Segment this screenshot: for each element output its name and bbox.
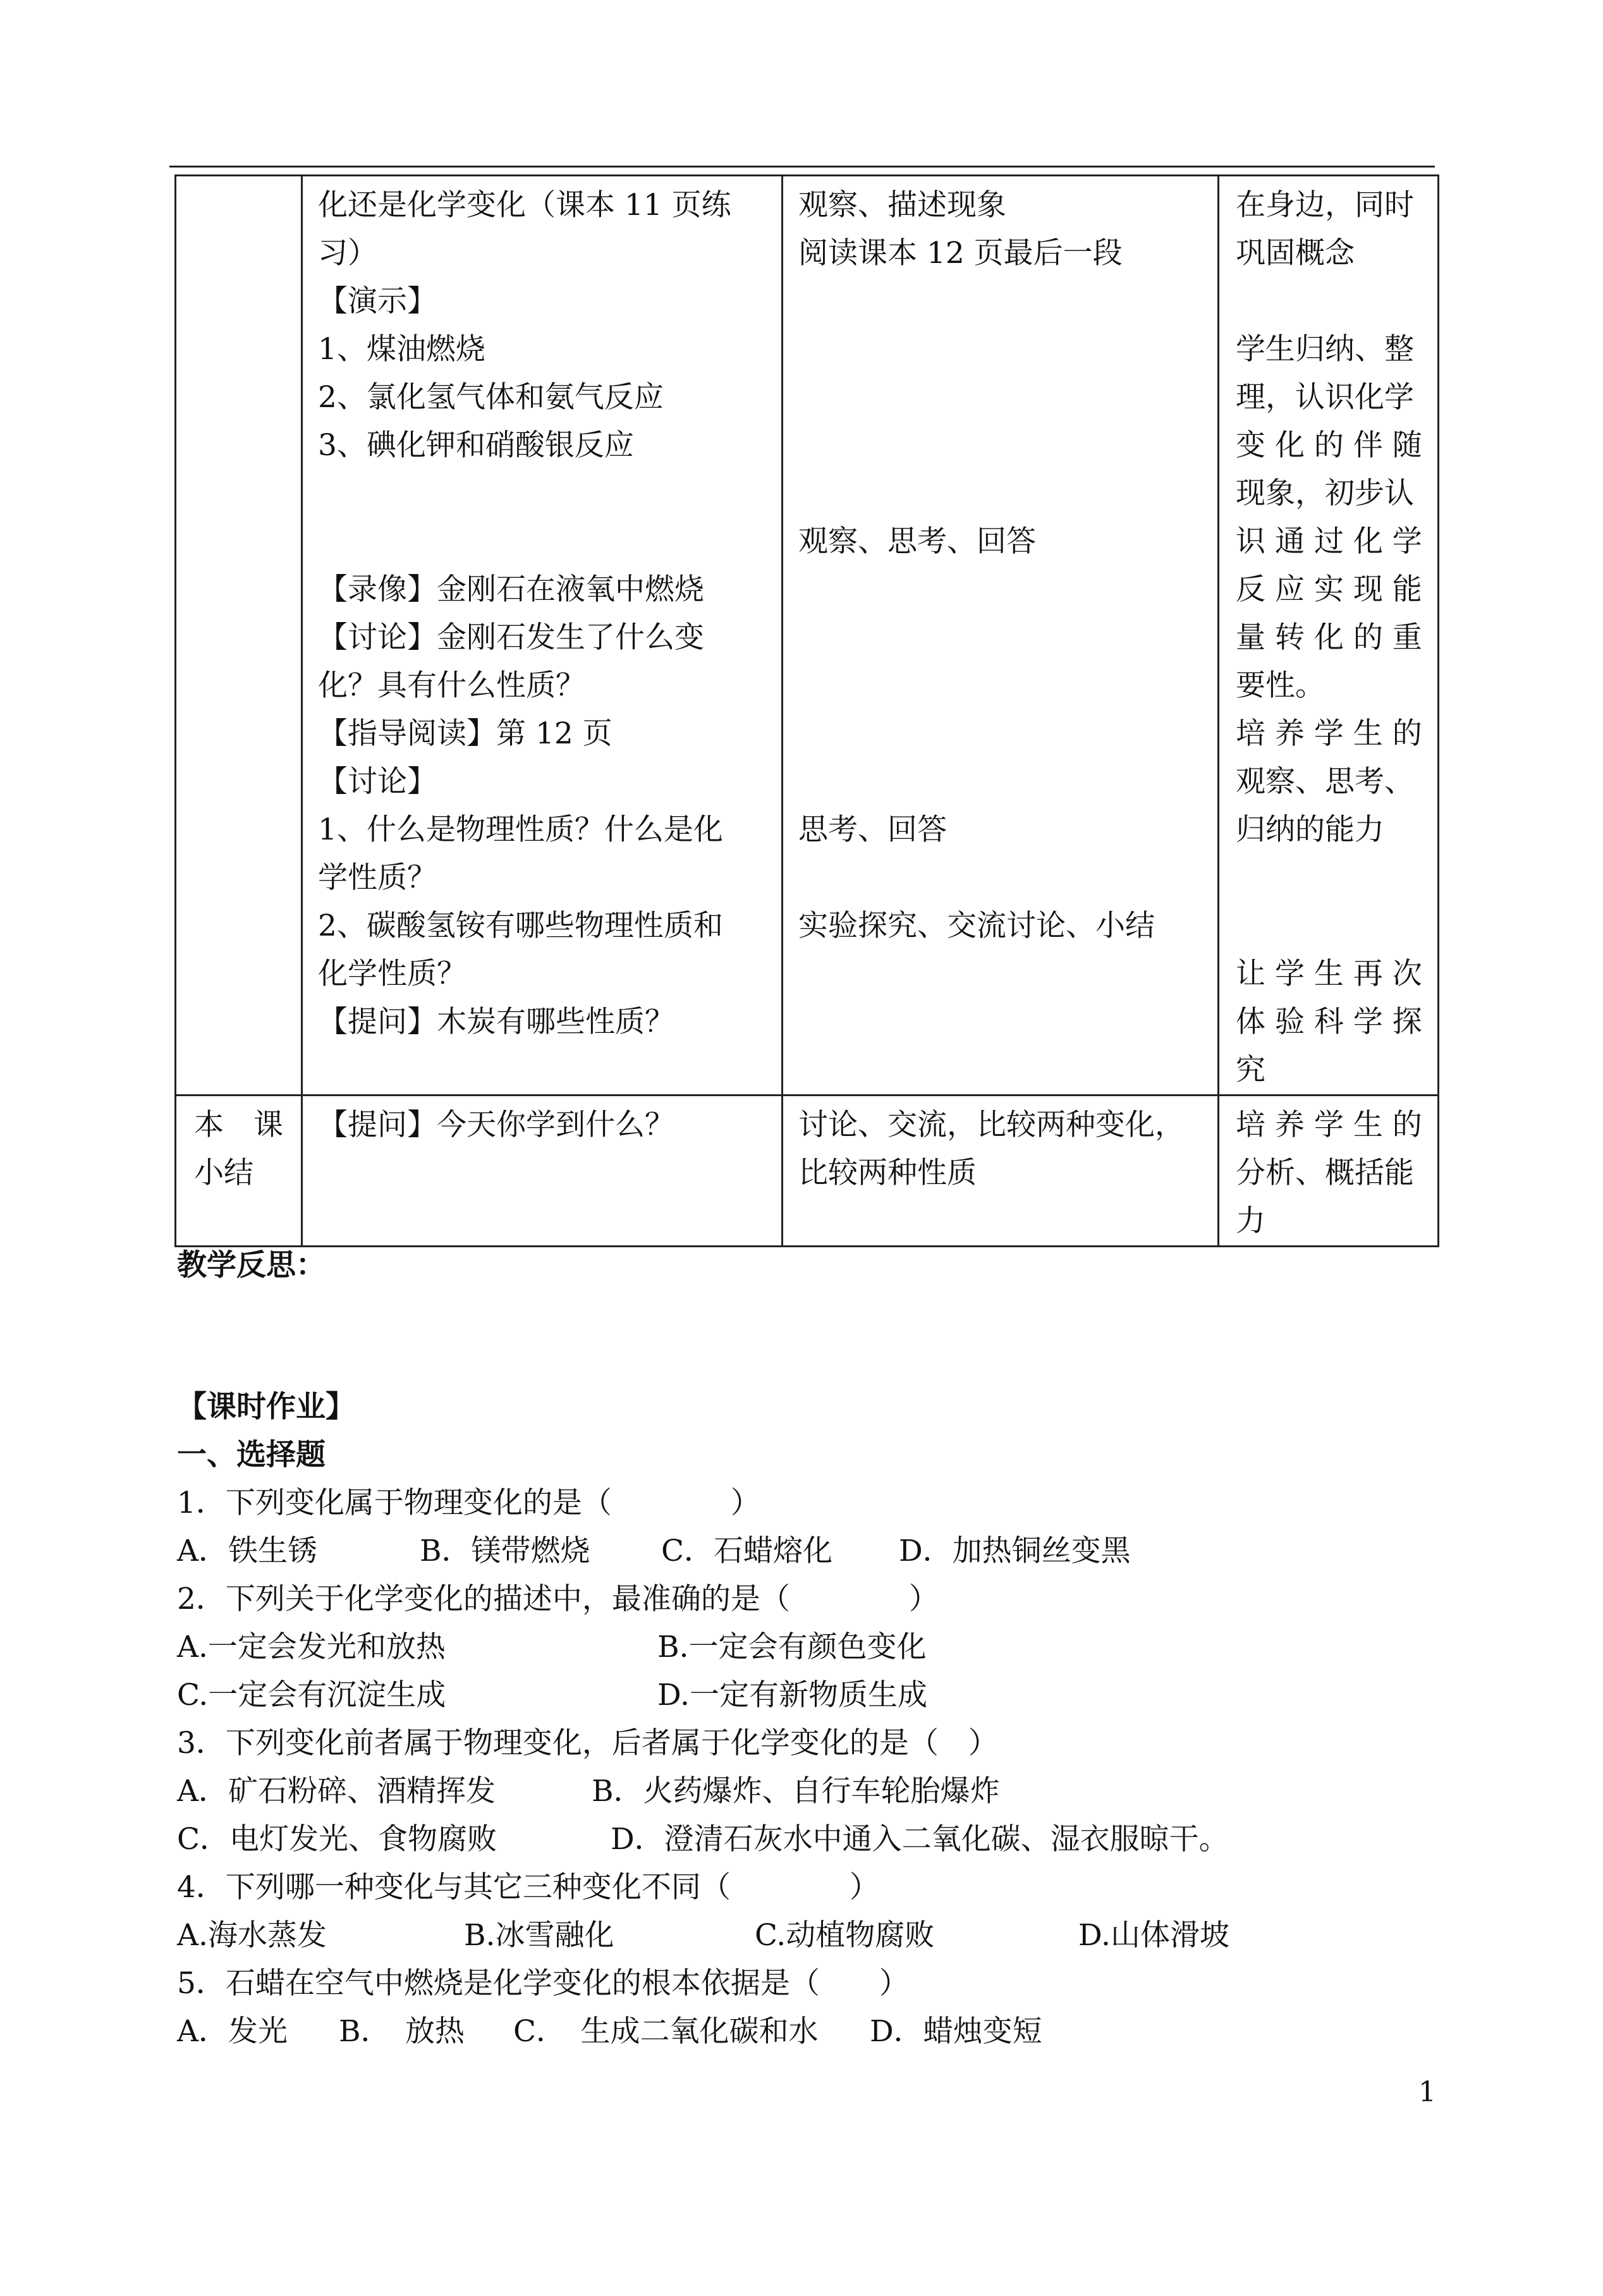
cell-line: 观察、描述现象	[798, 188, 1006, 223]
option-d: D.一定有新物质生成	[657, 1678, 927, 1713]
question-4-options	[177, 1912, 1229, 1960]
question-2-options-row2	[177, 1671, 998, 1719]
question-1-stem: 1．下列变化属于物理变化的是（ ）	[177, 1486, 760, 1520]
table-cell-student-activity	[783, 1096, 1219, 1247]
cell-line: 实验探究、交流讨论、小结	[798, 908, 1155, 943]
cell-line: 【讨论】金刚石发生了什么变	[318, 620, 704, 655]
table-row	[176, 176, 1439, 1096]
question-3-stem: 3．下列变化前者属于物理变化，后者属于化学变化的是（ ）	[177, 1726, 998, 1761]
question-3-options-row2	[177, 1816, 1229, 1864]
cell-line: 观察、思考、回答	[798, 524, 1036, 559]
cell-line	[318, 518, 781, 566]
option-b: B． 放热	[339, 2014, 465, 2049]
cell-line: 讨论、交流，比较两种变化，	[798, 1108, 1185, 1142]
table-cell-student-activity	[783, 176, 1219, 1096]
option-d: D．蜡烛变短	[870, 2014, 1042, 2049]
table-cell-teacher-activity	[302, 176, 783, 1096]
homework-title: 【课时作业】	[177, 1389, 355, 1424]
cell-line: 理，认识化学	[1236, 380, 1414, 415]
cell-line	[798, 374, 1217, 422]
cell-line: 在身边，同时	[1236, 188, 1414, 223]
cell-line	[318, 470, 781, 518]
cell-line: 巩固概念	[1236, 236, 1355, 271]
cell-line: 归纳的能力	[1236, 812, 1384, 847]
table-cell-design-intent	[1219, 1096, 1439, 1247]
cell-line: 【提问】今天你学到什么？	[318, 1108, 674, 1142]
option-a: A．发光	[177, 2014, 288, 2049]
table-cell-design-intent	[1219, 176, 1439, 1096]
teaching-reflection-label: 教学反思：	[177, 1248, 326, 1283]
cell-line: 培 养 学 生 的	[1236, 1108, 1422, 1142]
cell-line	[798, 278, 1217, 326]
header-rule	[169, 166, 1435, 168]
cell-line: 量 转 化 的 重	[1236, 620, 1422, 655]
option-c: C.动植物腐败	[755, 1918, 935, 1953]
cell-line: 化还是化学变化（课本 11 页练	[318, 188, 731, 223]
question-3-options-row1	[177, 1768, 998, 1816]
option-b: B.一定会有颜色变化	[657, 1630, 927, 1664]
cell-line: 阅读课本 12 页最后一段	[798, 236, 1123, 271]
cell-line: 本 课	[194, 1108, 283, 1142]
cell-line	[798, 566, 1217, 614]
cell-line	[798, 470, 1217, 518]
cell-line: 思考、回答	[798, 812, 947, 847]
option-b: B.冰雪融化	[464, 1918, 614, 1953]
table-cell-stage	[176, 1096, 302, 1247]
cell-line: 体 验 科 学 探	[1236, 1004, 1422, 1039]
cell-line	[1236, 902, 1437, 950]
cell-line: 【指导阅读】第 12 页	[318, 716, 613, 751]
cell-line	[798, 422, 1217, 470]
homework-section	[177, 1383, 1229, 2056]
cell-line: 反 应 实 现 能	[1236, 572, 1422, 607]
option-a: A．矿石粉碎、酒精挥发	[177, 1774, 496, 1809]
cell-line: 2、氯化氢气体和氨气反应	[318, 380, 664, 415]
cell-line	[1236, 854, 1437, 902]
table-row	[176, 1096, 1439, 1247]
page-number: 1	[1418, 2076, 1436, 2108]
cell-line: 2、碳酸氢铵有哪些物理性质和	[318, 908, 723, 943]
lesson-table	[174, 174, 1439, 1247]
cell-line	[798, 662, 1217, 710]
question-2-options-row1	[177, 1623, 998, 1671]
cell-line: 识 通 过 化 学	[1236, 524, 1422, 559]
cell-line: 培 养 学 生 的	[1236, 716, 1422, 751]
cell-line	[1236, 278, 1437, 326]
option-c: C.一定会有沉淀生成	[177, 1678, 446, 1713]
cell-line: 学性质？	[318, 860, 437, 895]
cell-line: 化学性质？	[318, 956, 466, 991]
cell-line: 1、煤油燃烧	[318, 332, 485, 367]
option-d: D．加热铜丝变黑	[899, 1534, 1131, 1568]
question-5-stem: 5．石蜡在空气中燃烧是化学变化的根本依据是（ ）	[177, 1966, 909, 2001]
option-c: C． 生成二氧化碳和水	[513, 2014, 819, 2049]
cell-line: 【录像】金刚石在液氧中燃烧	[318, 572, 704, 607]
question-5-options	[177, 2008, 1042, 2056]
cell-line: 究	[1236, 1053, 1265, 1087]
option-d: D.山体滑坡	[1078, 1918, 1229, 1953]
question-2-stem: 2．下列关于化学变化的描述中，最准确的是（ ）	[177, 1582, 939, 1616]
question-1-options	[177, 1527, 1131, 1575]
cell-line: 化？具有什么性质？	[318, 668, 585, 703]
cell-line: 现象，初步认	[1236, 476, 1414, 511]
table-cell-stage	[176, 176, 302, 1096]
cell-line: 1、什么是物理性质？什么是化	[318, 812, 723, 847]
cell-line: 【讨论】	[318, 764, 437, 799]
option-c: C．电灯发光、食物腐败	[177, 1822, 497, 1857]
option-c: C．石蜡熔化	[661, 1534, 832, 1568]
cell-line: 力	[1236, 1204, 1265, 1238]
option-d: D．澄清石灰水中通入二氧化碳、湿衣服晾干。	[611, 1822, 1229, 1857]
option-a: A.海水蒸发	[177, 1918, 327, 1953]
option-a: A．铁生锈	[177, 1534, 317, 1568]
option-b: B．镁带燃烧	[420, 1534, 590, 1568]
section-heading: 一、选择题	[177, 1438, 326, 1472]
cell-line: 小结	[194, 1156, 253, 1190]
cell-line: 分析、概括能	[1236, 1156, 1414, 1190]
cell-line: 【演示】	[318, 284, 437, 319]
cell-line: 学生归纳、整	[1236, 332, 1414, 367]
cell-line: 习）	[318, 236, 377, 271]
cell-line	[798, 326, 1217, 374]
cell-line	[798, 758, 1217, 806]
cell-line: 要性。	[1236, 668, 1325, 703]
option-b: B．火药爆炸、自行车轮胎爆炸	[592, 1774, 1000, 1809]
cell-line: 【提问】木炭有哪些性质？	[318, 1004, 674, 1039]
cell-line: 比较两种性质	[798, 1156, 977, 1190]
cell-line	[798, 854, 1217, 902]
cell-line: 观察、思考、	[1236, 764, 1414, 799]
cell-line	[798, 614, 1217, 662]
cell-line	[798, 710, 1217, 758]
cell-line: 让 学 生 再 次	[1236, 956, 1422, 991]
cell-line: 3、碘化钾和硝酸银反应	[318, 428, 634, 463]
table-cell-teacher-activity	[302, 1096, 783, 1247]
cell-line: 变 化 的 伴 随	[1236, 428, 1422, 463]
option-a: A.一定会发光和放热	[177, 1630, 446, 1664]
question-4-stem: 4．下列哪一种变化与其它三种变化不同（ ）	[177, 1870, 879, 1905]
